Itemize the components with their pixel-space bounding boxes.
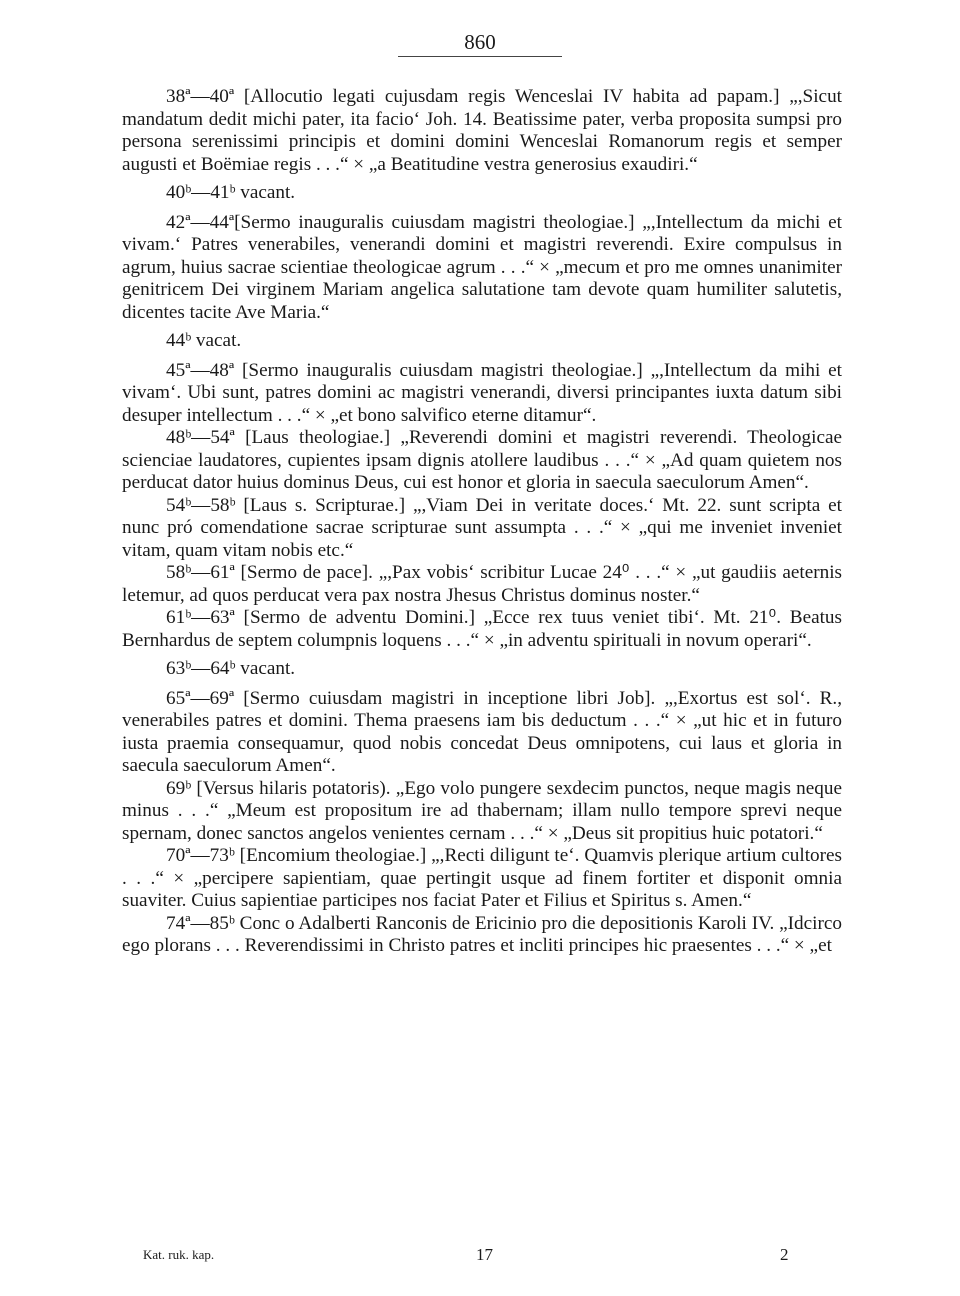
entry-38a: 38ª—40ª [Allocutio legati cujusdam regis Wenceslai IV habita ad papam.] „,Sicut mandatum dedit michi pater, ita facio‘ Joh. 14. Beatissime pater, verba proposita sumpsi pro persona serenissimi principis et domini domini Wenceslai Romanorum regis et semper augusti et Boëmiae regis . . .“ × „a Beatitudine vestra generosius exaudiri.“ xyxy=(122,86,842,175)
entry-list xyxy=(122,86,842,958)
entry-65a: 65ª—69ª [Sermo cuiusdam magistri in inceptione libri Job]. „,Exortus est sol‘. R., venerabiles patres et domini. Thema praesens iam bis deductum . . .“ × „ut hic et in futuro iusta praemia consequamur, quod nobis concedat Deus omnipotens, cui laus et gloria in saecula saeculorum Amen“. xyxy=(122,687,842,776)
footer-gathering: 17 xyxy=(476,1245,493,1264)
entry-42a: 42ª—44ª[Sermo inauguralis cuiusdam magistri theologiae.] „,Intellectum da michi et vivam.‘ Patres venerabiles, venerandi domini et magistri reverendi. Exire compulsus in agrum, huius sacrae scientiae theologicae agrum . . .“ × „mecum et pro me omnes unanimiter genitricem Dei virginem Mariam angelica salutatione tam devote quam humiliter salutetis, dicentes tacite Ave Maria.“ xyxy=(122,211,842,323)
footer-signature: Kat. ruk. kap. xyxy=(143,1247,215,1262)
entry-58b: 58ᵇ—61ª [Sermo de pace]. „,Pax vobis‘ scribitur Lucae 24⁰ . . .“ × „ut gaudiis aeternis letemur, ad quos perducat vera pax nostra Jhesus Christus dominus noster.“ xyxy=(122,562,842,606)
entry-70a: 70ª—73ᵇ [Encomium theologiae.] „,Recti diligunt te‘. Quamvis plerique artium cultores . . .“ × „percipere sapientiam, quae pertingit usque ad finem fortiter et disponit omnia suaviter. Cuius sapientiae participes nos faciat Pater et Filius et Spiritus s. Amen.“ xyxy=(122,845,842,911)
entry-44b: 44ᵇ vacat. xyxy=(166,330,242,351)
entry-69b: 69ᵇ [Versus hilaris potatoris). „Ego volo pungere sexdecim punctos, neque magis neque minus . . .“ „Meum est propositum ire ad thabernam; illam nullo tempore sprevi neque spernam, donec sanctos angelos venientes cernam . . .“ × „Deus sit propitius huic potatori.“ xyxy=(122,777,842,844)
header-rule xyxy=(398,56,562,57)
entry-45a: 45ª—48ª [Sermo inauguralis cuiusdam magistri theologiae.] „,Intellectum da mihi et vivam‘. Ubi sunt, patres domini ac magistri venerandi, diversi principantes iuxta datum sibi desuper intellectum . . .“ × „et bono salvifico eterne ditamur“. xyxy=(122,359,842,426)
entry-48b: 48ᵇ—54ª [Laus theologiae.] „Reverendi domini et magistri reverendi. Theologicae scienciae laudatores, cupientes ipsam dignis atollere laudibus . . .“ × „Ad quam quietem nos perducat dator huius dominus Deus, cui est honor et gloria in saecula saeculorum Amen“. xyxy=(122,427,842,493)
entry-63b: 63ᵇ—64ᵇ vacant. xyxy=(166,658,296,679)
page-number: 860 xyxy=(464,30,496,54)
entry-40b: 40ᵇ—41ᵇ vacant. xyxy=(166,182,296,203)
entry-74a: 74ª—85ᵇ Conc o Adalberti Ranconis de Ericinio pro die depositionis Karoli IV. „Idcirco ego plorans . . . Reverendissimi in Christo patres et incliti principes hic praesentes . . .“ × „et xyxy=(122,912,842,956)
entry-61b: 61ᵇ—63ª [Sermo de adventu Domini.] „Ecce rex tuus veniet tibi‘. Mt. 21⁰. Beatus Bernhardus de septem columpnis loquens . . .“ × „in adventu spirituali in novum operari“. xyxy=(122,607,842,651)
entry-54b: 54ᵇ—58ᵇ [Laus s. Scripturae.] „,Viam Dei in veritate doces.‘ Mt. 22. sunt scripta et nunc pró comendatione sacrae scripturae sunt assumpta . . .“ × „qui me inveniet inveniet vitam, quam vitam nobis etc.“ xyxy=(122,494,842,561)
footer-number: 2 xyxy=(780,1245,789,1264)
